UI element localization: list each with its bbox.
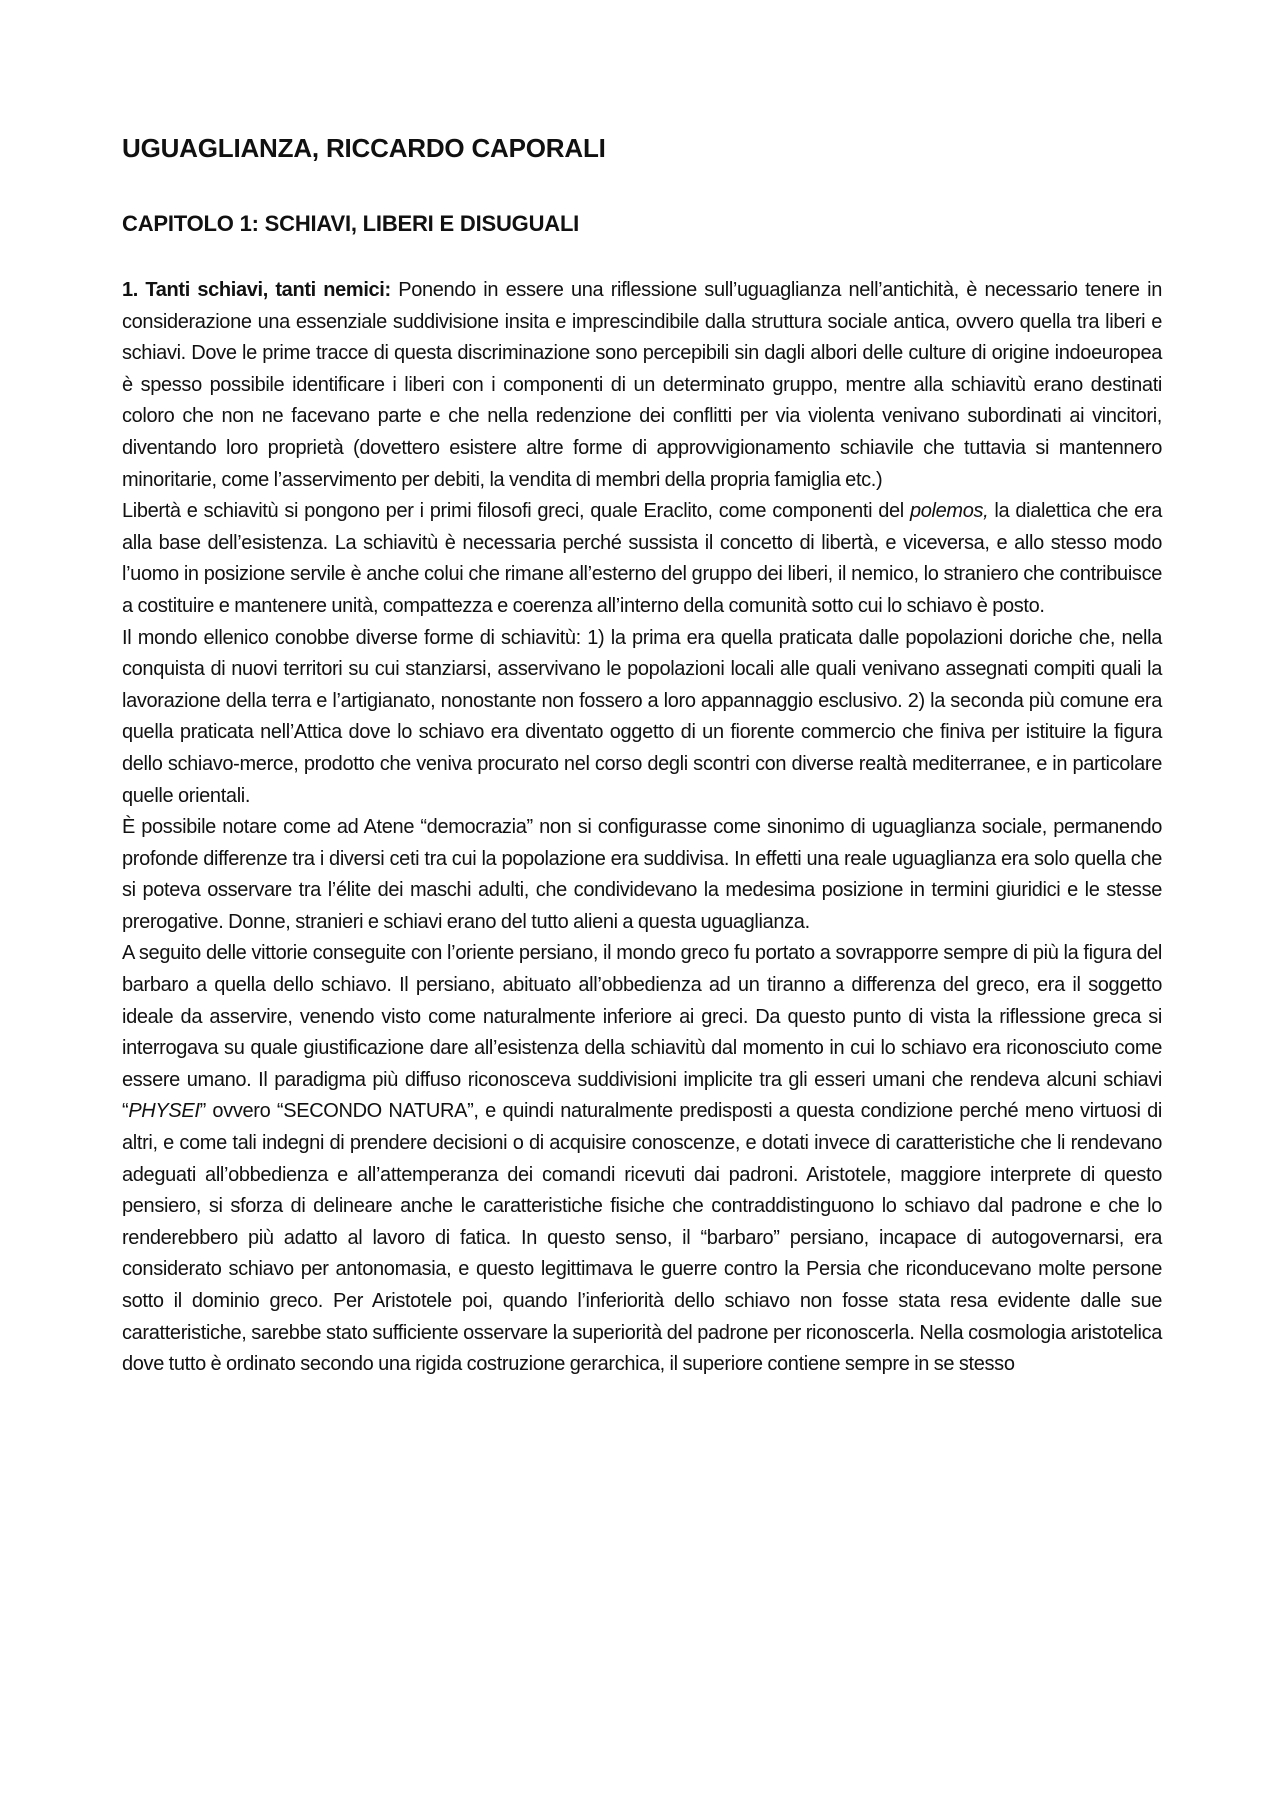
paragraph-text: A seguito delle vittorie conseguite con l’oriente persiano, il mondo greco fu portato a sovrapporre sempre di più la figura del barbaro a quella dello schiavo. Il persiano, abituato all’obbedienza ad un tiranno a differenza del greco, era il soggetto ideale da asservire, venendo visto come naturalmente inferiore ai greci. Da questo punto di vista la riflessione greca si interrogava su quale giustificazione dare all’esistenza della schiavitù dal momento in cui lo schiavo era riconosciuto come essere umano. Il paradigma più diffuso riconosceva suddivisioni implicite tra gli esseri umani che rendeva alcuni schiavi “ bbox=[122, 942, 1162, 1123]
chapter-title: CAPITOLO 1: SCHIAVI, LIBERI E DISUGUALI bbox=[122, 211, 580, 236]
paragraph-1 bbox=[122, 275, 1162, 496]
paragraph-text: Il mondo ellenico conobbe diverse forme di schiavitù: 1) la prima era quella praticata dalle popolazioni doriche che, nella conquista di nuovi territori su cui stanziarsi, asservivano le popolazioni locali alle quali venivano assegnati compiti quali la lavorazione della terra e l’artigianato, nonostante non fossero a loro appannaggio esclusivo. 2) la seconda più comune era quella praticata nell’Attica dove lo schiavo era diventato oggetto di un fiorente commercio che finiva per istituire la figura dello schiavo-merce, prodotto che veniva procurato nel corso degli scontri con diverse realtà mediterranee, e in particolare quelle orientali. bbox=[122, 626, 1162, 807]
paragraph-4 bbox=[122, 812, 1162, 938]
section-lead: 1. Tanti schiavi, tanti nemici: bbox=[122, 279, 391, 301]
paragraph-text: Ponendo in essere una riflessione sull’uguaglianza nell’antichità, è necessario tenere in considerazione una essenziale suddivisione insita e imprescindibile dalla struttura sociale antica, ovvero quella tra liberi e schiavi. Dove le prime tracce di questa discriminazione sono percepibili sin dagli albori delle culture di origine indoeuropea è spesso possibile identificare i liberi con i componenti di un determinato gruppo, mentre alla schiavitù erano destinati coloro che non ne facevano parte e che nella redenzione dei conflitti per via violenta venivano subordinati ai vincitori, diventando loro proprietà (dovettero esistere altre forme di approvvigionamento schiavile che tuttavia si mantennero minoritarie, come l’asservimento per debiti, la vendita di membri della propria famiglia etc.) bbox=[122, 279, 1162, 491]
italic-term: polemos, bbox=[909, 500, 989, 523]
paragraph-3 bbox=[122, 623, 1162, 813]
paragraph-text: Libertà e schiavitù si pongono per i primi filosofi greci, quale Eraclito, come componenti del bbox=[122, 500, 910, 523]
paragraph-5 bbox=[122, 938, 1162, 1380]
italic-term: PHYSEI bbox=[128, 1100, 200, 1123]
paragraph-text: ” ovvero “SECONDO NATURA”, e quindi naturalmente predisposti a questa condizione perché meno virtuosi di altri, e come tali indegni di prendere decisioni o di acquisire conoscenze, e dotati invece di caratteristiche che li rendevano adeguati all’obbedienza e all’attemperanza dei comandi ricevuti dai padroni. Aristotele, maggiore interprete di questo pensiero, si sforza di delineare anche le caratteristiche fisiche che contraddistinguono lo schiavo dal padrone e che lo renderebbero più adatto al lavoro di fatica. In questo senso, il “barbaro” persiano, incapace di autogovernarsi, era considerato schiavo per antonomasia, e questo legittimava le guerre contro la Persia che riconducevano molte persone sotto il dominio greco. Per Aristotele poi, quando l’inferiorità dello schiavo non fosse stata resa evidente dalle sue caratteristiche, sarebbe stato sufficiente osservare la superiorità del padrone per riconoscerla. Nella cosmologia aristotelica dove tutto è ordinato secondo una rigida costruzione gerarchica, il superiore contiene sempre in se stesso bbox=[122, 1100, 1162, 1376]
paragraph-2 bbox=[122, 496, 1162, 622]
document-title: UGUAGLIANZA, RICCARDO CAPORALI bbox=[122, 133, 606, 163]
document-body bbox=[122, 275, 1162, 1381]
document-page bbox=[122, 128, 1162, 1381]
paragraph-text: la dialettica che era alla base dell’esistenza. La schiavitù è necessaria perché sussista il concetto di libertà, e viceversa, e allo stesso modo l’uomo in posizione servile è anche colui che rimane all’esterno del gruppo dei liberi, il nemico, lo straniero che contribuisce a costituire e mantenere unità, compattezza e coerenza all’interno della comunità sotto cui lo schiavo è posto. bbox=[122, 500, 1162, 617]
paragraph-text: È possibile notare come ad Atene “democrazia” non si configurasse come sinonimo di uguaglianza sociale, permanendo profonde differenze tra i diversi ceti tra cui la popolazione era suddivisa. In effetti una reale uguaglianza era solo quella che si poteva osservare tra l’élite dei maschi adulti, che condividevano la medesima posizione in termini giuridici e le stesse prerogative. Donne, stranieri e schiavi erano del tutto alieni a questa uguaglianza. bbox=[122, 816, 1162, 933]
